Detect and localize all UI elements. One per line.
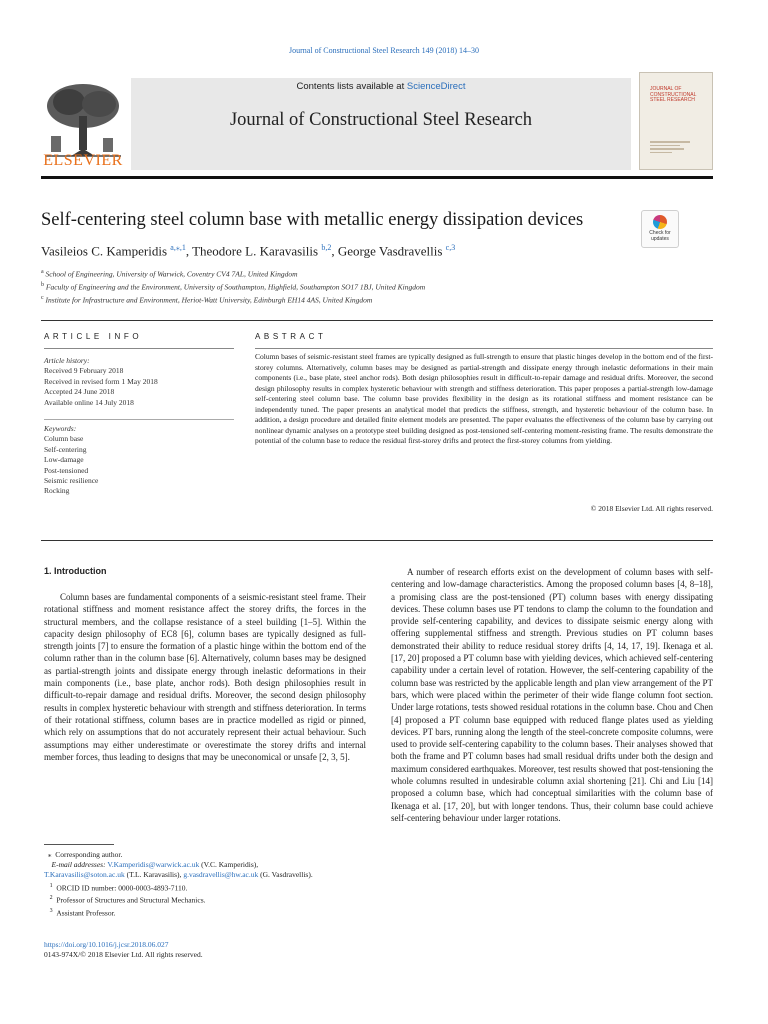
check-for-updates-button[interactable] bbox=[641, 210, 679, 248]
author-separator: , bbox=[185, 243, 193, 259]
history-item: Accepted 24 June 2018 bbox=[44, 387, 115, 397]
history-item: Received in revised form 1 May 2018 bbox=[44, 376, 158, 386]
abstract-end-rule bbox=[41, 540, 713, 541]
author-2-marks[interactable]: b,2 bbox=[321, 243, 332, 252]
affiliation-a bbox=[41, 267, 721, 280]
journal-title: Journal of Constructional Steel Research bbox=[229, 110, 533, 130]
body-right-column bbox=[391, 566, 713, 824]
affiliation-mark: b bbox=[41, 282, 44, 288]
affiliation-mark: a bbox=[41, 269, 44, 275]
keyword-item: Self-centering bbox=[44, 444, 87, 454]
journal-banner bbox=[131, 78, 631, 170]
sciencedirect-link[interactable]: ScienceDirect bbox=[406, 81, 466, 92]
journal-citation[interactable]: Journal of Constructional Steel Research 149 (2018) 14–30 bbox=[289, 46, 479, 55]
keyword-item: Low-damage bbox=[44, 455, 84, 465]
body-left-column bbox=[44, 591, 366, 763]
footnote-emails bbox=[44, 860, 374, 870]
affiliation-mark: c bbox=[41, 295, 44, 301]
check-updates-label: Check for updates bbox=[649, 230, 671, 242]
footnote-text: ORCID ID number: 0000-0003-4893-7110. bbox=[56, 883, 188, 893]
author-separator: , bbox=[331, 243, 338, 259]
journal-masthead bbox=[41, 72, 713, 178]
paper-title: Self-centering steel column base with metallic energy dissipation devices bbox=[41, 210, 584, 230]
contents-prefix: Contents lists available at bbox=[296, 81, 407, 92]
email-owner: (T.L. Karavasilis), bbox=[126, 870, 182, 880]
footnote-2: $^2$ Professor of Structures and Structural Mechanics. bbox=[49, 895, 206, 905]
affiliation-c bbox=[41, 293, 721, 306]
footnote-emails-2 bbox=[44, 870, 374, 880]
abstract-text: Column bases of seismic-resistant steel frames are typically designed as full-strength to ensure that plastic hinges develop in the bottom end of the first-storey columns. Alternatively, column bases may be designed as partial-strength and dissipate energy through inelastic deformations in their main components (i.e., base plate, steel anchor rods). Both design philosophies result in difficult-to-repair damage and residual drifts. Moreover, the second design philosophy results in complex hysteretic behaviour with strength and stiffness deterioration. This paper proposes a partial-strength low-damage self-centering steel column base. The column base provides flexibility in the design as its rotational stiffness and moment resistance can be independently tuned. The paper presents an analytical model that predicts the stiffness, strength, and hysteretic behaviour of the column base. In addition, a design procedure and detailed finite element models are presented. The paper evaluates the effectiveness of the column base by carrying out nonlinear dynamic analyses on a prototype steel building designed as post-tensioned self-centering moment-resisting frame. The results demonstrate the potential of the column base to reduce the residual first-storey drifts and protect the first-storey columns from yielding. bbox=[255, 352, 713, 445]
author-1-marks[interactable]: a,⁎,1 bbox=[170, 243, 186, 252]
intro-paragraph-2: A number of research efforts exist on the development of column bases with self-centering and low-damage characteristics. Among the proposed column bases [4, 8–18], a promising class are the post-tensioned (PT) column bases with energy dissipating devices. These column bases use PT tendons to clamp the column to the foundation and provide self-centering capability, and devices to dissipate seismic energy along with offering supplemental stiffness and strength. Previous studies on PT column bases demonstrated their ability to reduce residual storey drifts [4, 14, 17, 19]. Ikenaga et al. [17, 20] proposed a PT column base with yielding devices, which achieved self-centering capability under a certain level of rotation. However, the self-centering capability of the column base was restricted by the applicable length and plan view arrangement of the PT bars, which were placed within the perimeter of their wide flange column foot section. Under large rotations, tests showed residual rotations in the column base. Chou and Chen [4] proposed a PT column base equipped with reduced flange plates used as yielding devices. PT bars, running along the length of the steel-concrete composite columns, were used to provide self-centering capability to the column bases. Their analyses showed that both the frame and PT column bases had small residual drifts under both the design and maximum considered earthquakes. Moreover, test results showed that post-tensioning the whole columns resulted in undesirable column axial shortening [21]. Chi and Liu [14] proposed a column base, which had conceptual similarities with the column base of Ikenaga et al. [17, 20], but with longer tendons. Thus, their column base could achieve self-centering behaviour under larger rotations. bbox=[391, 567, 713, 823]
affiliations bbox=[41, 267, 721, 306]
contents-line bbox=[131, 81, 631, 92]
keywords-block bbox=[44, 424, 234, 497]
abstract-heading-rule bbox=[255, 348, 713, 349]
history-label: Article history: bbox=[44, 356, 90, 365]
section-divider bbox=[41, 320, 713, 321]
article-info-heading: ARTICLE INFO bbox=[44, 332, 143, 341]
abstract-heading: ABSTRACT bbox=[255, 332, 327, 341]
check-updates-icon bbox=[653, 215, 667, 229]
keyword-item: Column base bbox=[44, 434, 84, 444]
email-owner: (G. Vasdravellis). bbox=[260, 870, 313, 880]
info-heading-rule bbox=[44, 348, 234, 349]
email-link-vasdravellis[interactable]: g.vasdravellis@hw.ac.uk bbox=[183, 870, 259, 880]
footnote-rule bbox=[44, 844, 114, 845]
email-link-karavasilis[interactable]: T.Karavasilis@soton.ac.uk bbox=[44, 870, 125, 880]
author-1[interactable]: Vasileios C. Kamperidis bbox=[41, 243, 168, 259]
keywords-label: Keywords: bbox=[44, 424, 77, 433]
author-3[interactable]: George Vasdravellis bbox=[337, 243, 443, 259]
email-owner: (V.C. Kamperidis), bbox=[201, 860, 259, 870]
keyword-item: Post-tensioned bbox=[44, 465, 89, 475]
footnote-1: $^1$ ORCID ID number: 0000-0003-4893-7110. bbox=[49, 882, 188, 893]
masthead-rule bbox=[41, 176, 713, 179]
affiliation-b bbox=[41, 280, 721, 293]
history-item: Available online 14 July 2018 bbox=[44, 397, 134, 407]
section-heading-introduction: 1. Introduction bbox=[44, 566, 107, 576]
page-footer bbox=[44, 940, 203, 960]
footnote-text: Corresponding author. bbox=[55, 850, 123, 859]
publisher-name: ELSEVIER bbox=[43, 152, 123, 169]
affiliation-text: Institute for Infrastructure and Environment, Heriot-Watt University, Edinburgh EH14 4AS, United Kingdom bbox=[45, 295, 373, 305]
info-divider bbox=[44, 419, 234, 420]
author-2[interactable]: Theodore L. Karavasilis bbox=[192, 243, 319, 259]
cover-decoration bbox=[650, 141, 690, 155]
article-history bbox=[44, 356, 234, 408]
email-label: E-mail addresses: bbox=[51, 860, 106, 870]
history-item: Received 9 February 2018 bbox=[44, 366, 124, 376]
author-list bbox=[41, 243, 641, 259]
abstract-copyright: © 2018 Elsevier Ltd. All rights reserved. bbox=[590, 504, 713, 513]
journal-cover-thumbnail[interactable] bbox=[639, 72, 713, 170]
intro-paragraph-1: Column bases are fundamental components of a seismic-resistant steel frame. Their rotational stiffness and moment resistance affect the storey drifts, the forces in the structural members, and the collapse resistance of a steel building [1–5]. Within the capacity design philosophy of EC8 [6], column bases are typically designed as full-strength joints [7] to ensure the formation of a plastic hinge within the bottom end of the column rather than in the column base [6]. Alternatively, column bases may be designed as partial-strength joints and dissipate energy through inelastic deformations in their main components (i.e., base plate, anchor rods). Both design philosophies result in difficult-to-repair damage and residual drifts. Moreover, the second design philosophy results in complex hysteretic behaviour with strength and stiffness deterioration. In terms of their rotational stiffness, column bases are in practice modelled as rigid or pinned, which rely on assumptions that do not accurately represent their actual behaviour. Such assumptions may either underestimate or overestimate the storey drifts and internal member forces, thus leading to designs that may be uneconomical or unsafe [2, 3, 5]. bbox=[44, 592, 366, 762]
footnote-3: $^3$ Assistant Professor. bbox=[49, 908, 116, 918]
cover-title: JOURNAL OF CONSTRUCTIONAL STEEL RESEARCH bbox=[650, 86, 697, 103]
footnote-text: Assistant Professor. bbox=[56, 908, 116, 918]
footnotes bbox=[44, 850, 374, 919]
footnote-star: ⁎ bbox=[44, 850, 56, 859]
keyword-item: Seismic resilience bbox=[44, 476, 99, 486]
footnote-corresponding bbox=[44, 850, 374, 860]
doi-link[interactable]: https://doi.org/10.1016/j.jcsr.2018.06.027 bbox=[44, 940, 169, 949]
affiliation-text: School of Engineering, University of Warwick, Coventry CV4 7AL, United Kingdom bbox=[45, 269, 298, 279]
author-3-marks[interactable]: c,3 bbox=[445, 243, 456, 252]
issn-line: 0143-974X/© 2018 Elsevier Ltd. All rights reserved. bbox=[44, 950, 203, 960]
email-link-kamperidis[interactable]: V.Kamperidis@warwick.ac.uk bbox=[107, 860, 200, 870]
affiliation-text: Faculty of Engineering and the Environment, University of Southampton, Highfield, Southampton SO17 1BJ, United Kingdom bbox=[45, 282, 426, 292]
footnote-text: Professor of Structures and Structural Mechanics. bbox=[56, 895, 206, 905]
keyword-item: Rocking bbox=[44, 486, 70, 496]
